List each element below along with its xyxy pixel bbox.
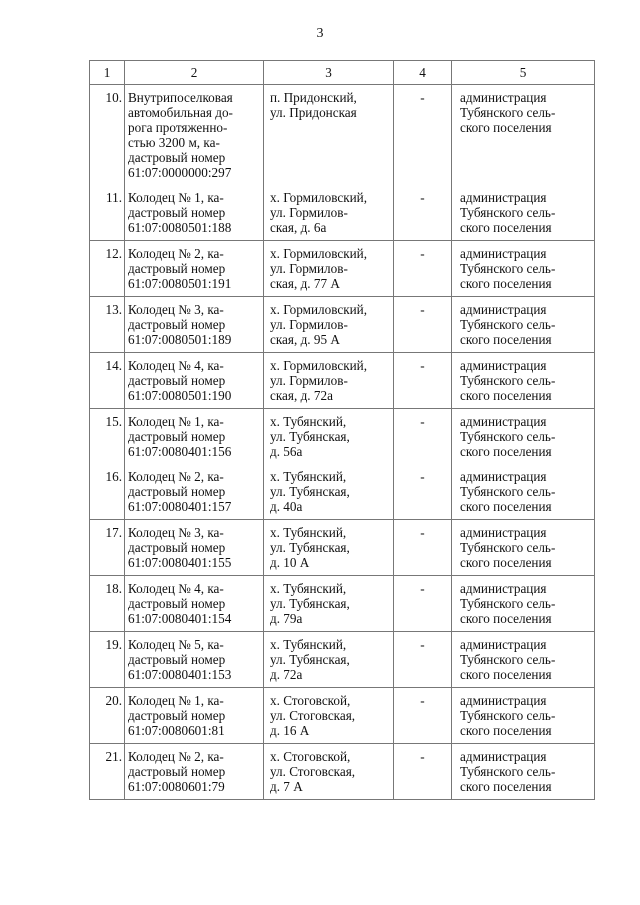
col4-value-cell <box>394 744 452 800</box>
object-description-cell <box>125 520 264 576</box>
object-address-cell <box>264 353 394 409</box>
object-address: х. Гормиловский, ул. Гормилов- ская, д. 6а <box>270 190 368 235</box>
row-number-cell <box>90 297 125 353</box>
col4-value-cell <box>394 688 452 744</box>
row-number: 21. <box>105 749 122 764</box>
object-description: Колодец № 4, ка- дастровый номер 61:07:0080401:154 <box>128 581 232 626</box>
col4-value-cell <box>394 241 452 297</box>
row-number: 12. <box>105 246 122 261</box>
page-number: 3 <box>316 26 324 41</box>
owner-name-cell <box>452 297 595 353</box>
col4-value-cell <box>394 632 452 688</box>
object-address-cell <box>264 576 394 632</box>
header-cell-4: 4 <box>394 61 452 85</box>
object-description-cell <box>125 688 264 744</box>
col4-value: - <box>420 190 425 205</box>
owner-name: администрация Тубянского сель- ского поселения <box>460 246 556 291</box>
owner-name-cell <box>452 409 595 465</box>
owner-name-cell <box>452 744 595 800</box>
object-address: х. Тубянский, ул. Тубянская, д. 40а <box>270 469 350 514</box>
object-address: х. Тубянский, ул. Тубянская, д. 72а <box>270 637 350 682</box>
col4-value-cell <box>394 85 452 186</box>
owner-name: администрация Тубянского сель- ского поселения <box>460 358 556 403</box>
header-row <box>90 61 595 85</box>
table-row <box>90 576 595 632</box>
row-number: 15. <box>105 414 122 429</box>
owner-name-cell <box>452 520 595 576</box>
table-row <box>90 409 595 465</box>
object-address-cell <box>264 688 394 744</box>
object-address-cell <box>264 409 394 465</box>
table-row <box>90 520 595 576</box>
object-address-cell <box>264 297 394 353</box>
owner-name: администрация Тубянского сель- ского поселения <box>460 469 556 514</box>
table-row <box>90 85 595 186</box>
owner-name: администрация Тубянского сель- ского поселения <box>460 414 556 459</box>
owner-name-cell <box>452 688 595 744</box>
object-address: х. Тубянский, ул. Тубянская, д. 10 А <box>270 525 350 570</box>
header-cell-5: 5 <box>452 61 595 85</box>
col4-value: - <box>420 246 425 261</box>
row-number-cell <box>90 409 125 465</box>
object-address: х. Гормиловский, ул. Гормилов- ская, д. 72а <box>270 358 368 403</box>
object-description: Колодец № 4, ка- дастровый номер 61:07:0080501:190 <box>128 358 232 403</box>
table-row <box>90 353 595 409</box>
row-number: 18. <box>105 581 122 596</box>
object-address-cell <box>264 241 394 297</box>
owner-name: администрация Тубянского сель- ского поселения <box>460 637 556 682</box>
row-number: 16. <box>105 469 122 484</box>
object-description-cell <box>125 297 264 353</box>
object-address: х. Тубянский, ул. Тубянская, д. 79а <box>270 581 350 626</box>
row-number-cell <box>90 85 125 186</box>
owner-name: администрация Тубянского сель- ского поселения <box>460 749 556 794</box>
object-description: Колодец № 3, ка- дастровый номер 61:07:0080401:155 <box>128 525 232 570</box>
object-description: Колодец № 2, ка- дастровый номер 61:07:0080601:79 <box>128 749 226 794</box>
col4-value: - <box>420 637 425 652</box>
table-row <box>90 464 595 520</box>
col4-value: - <box>420 581 425 596</box>
row-number-cell <box>90 632 125 688</box>
object-description: Колодец № 3, ка- дастровый номер 61:07:0080501:189 <box>128 302 232 347</box>
object-address: х. Гормиловский, ул. Гормилов- ская, д. 95 А <box>270 302 368 347</box>
row-number-cell <box>90 185 125 241</box>
row-number: 19. <box>105 637 122 652</box>
object-description: Колодец № 5, ка- дастровый номер 61:07:0080401:153 <box>128 637 232 682</box>
owner-name-cell <box>452 185 595 241</box>
table-row <box>90 297 595 353</box>
object-description-cell <box>125 576 264 632</box>
object-description-cell <box>125 353 264 409</box>
table-row <box>90 688 595 744</box>
row-number-cell <box>90 241 125 297</box>
object-address-cell <box>264 464 394 520</box>
object-address: п. Придонский, ул. Придонская <box>270 90 357 120</box>
row-number: 13. <box>105 302 122 317</box>
object-description: Колодец № 2, ка- дастровый номер 61:07:0080401:157 <box>128 469 232 514</box>
object-address: х. Стоговской, ул. Стоговская, д. 16 А <box>270 693 356 738</box>
row-number: 14. <box>105 358 122 373</box>
row-number-cell <box>90 520 125 576</box>
object-address: х. Стоговской, ул. Стоговская, д. 7 А <box>270 749 356 794</box>
row-number-cell <box>90 576 125 632</box>
object-address: х. Тубянский, ул. Тубянская, д. 56а <box>270 414 350 459</box>
row-number: 11. <box>106 190 122 205</box>
owner-name: администрация Тубянского сель- ского поселения <box>460 525 556 570</box>
owner-name: администрация Тубянского сель- ского поселения <box>460 190 556 235</box>
object-address-cell <box>264 632 394 688</box>
row-number-cell <box>90 744 125 800</box>
row-number: 17. <box>105 525 122 540</box>
row-number-cell <box>90 464 125 520</box>
object-description: Колодец № 1, ка- дастровый номер 61:07:0080401:156 <box>128 414 232 459</box>
col4-value-cell <box>394 409 452 465</box>
object-description: Колодец № 1, ка- дастровый номер 61:07:0080601:81 <box>128 693 226 738</box>
header-cell-3: 3 <box>264 61 394 85</box>
object-description-cell <box>125 632 264 688</box>
col4-value: - <box>420 693 425 708</box>
col4-value-cell <box>394 353 452 409</box>
table-row <box>90 241 595 297</box>
col4-value-cell <box>394 576 452 632</box>
object-address-cell <box>264 185 394 241</box>
row-number: 20. <box>105 693 122 708</box>
col4-value: - <box>420 90 425 105</box>
object-address-cell <box>264 744 394 800</box>
col4-value-cell <box>394 185 452 241</box>
col4-value: - <box>420 358 425 373</box>
col4-value: - <box>420 469 425 484</box>
object-description-cell <box>125 85 264 186</box>
object-address: х. Гормиловский, ул. Гормилов- ская, д. 77 А <box>270 246 368 291</box>
owner-name-cell <box>452 241 595 297</box>
registry-table <box>89 60 595 800</box>
owner-name: администрация Тубянского сель- ского поселения <box>460 693 556 738</box>
header-cell-2: 2 <box>125 61 264 85</box>
row-number-cell <box>90 353 125 409</box>
table-row <box>90 632 595 688</box>
owner-name-cell <box>452 464 595 520</box>
object-description-cell <box>125 241 264 297</box>
object-address-cell <box>264 85 394 186</box>
owner-name-cell <box>452 353 595 409</box>
table-row <box>90 744 595 800</box>
col4-value-cell <box>394 520 452 576</box>
object-description-cell <box>125 409 264 465</box>
object-description: Внутрипоселковая автомобильная до- рога протяженно- стью 3200 м, ка- дастровый номер 61:07:0000000:297 <box>128 90 233 180</box>
owner-name-cell <box>452 576 595 632</box>
object-description-cell <box>125 744 264 800</box>
col4-value: - <box>420 414 425 429</box>
owner-name: администрация Тубянского сель- ского поселения <box>460 581 556 626</box>
object-description-cell <box>125 464 264 520</box>
col4-value-cell <box>394 297 452 353</box>
owner-name: администрация Тубянского сель- ского поселения <box>460 90 556 135</box>
owner-name-cell <box>452 85 595 186</box>
col4-value-cell <box>394 464 452 520</box>
object-description: Колодец № 1, ка- дастровый номер 61:07:0080501:188 <box>128 190 232 235</box>
col4-value: - <box>420 302 425 317</box>
object-description: Колодец № 2, ка- дастровый номер 61:07:0080501:191 <box>128 246 232 291</box>
col4-value: - <box>420 525 425 540</box>
row-number-cell <box>90 688 125 744</box>
row-number: 10. <box>105 90 122 105</box>
table-row <box>90 185 595 241</box>
owner-name: администрация Тубянского сель- ского поселения <box>460 302 556 347</box>
object-description-cell <box>125 185 264 241</box>
object-address-cell <box>264 520 394 576</box>
owner-name-cell <box>452 632 595 688</box>
col4-value: - <box>420 749 425 764</box>
header-cell-1: 1 <box>90 61 125 85</box>
